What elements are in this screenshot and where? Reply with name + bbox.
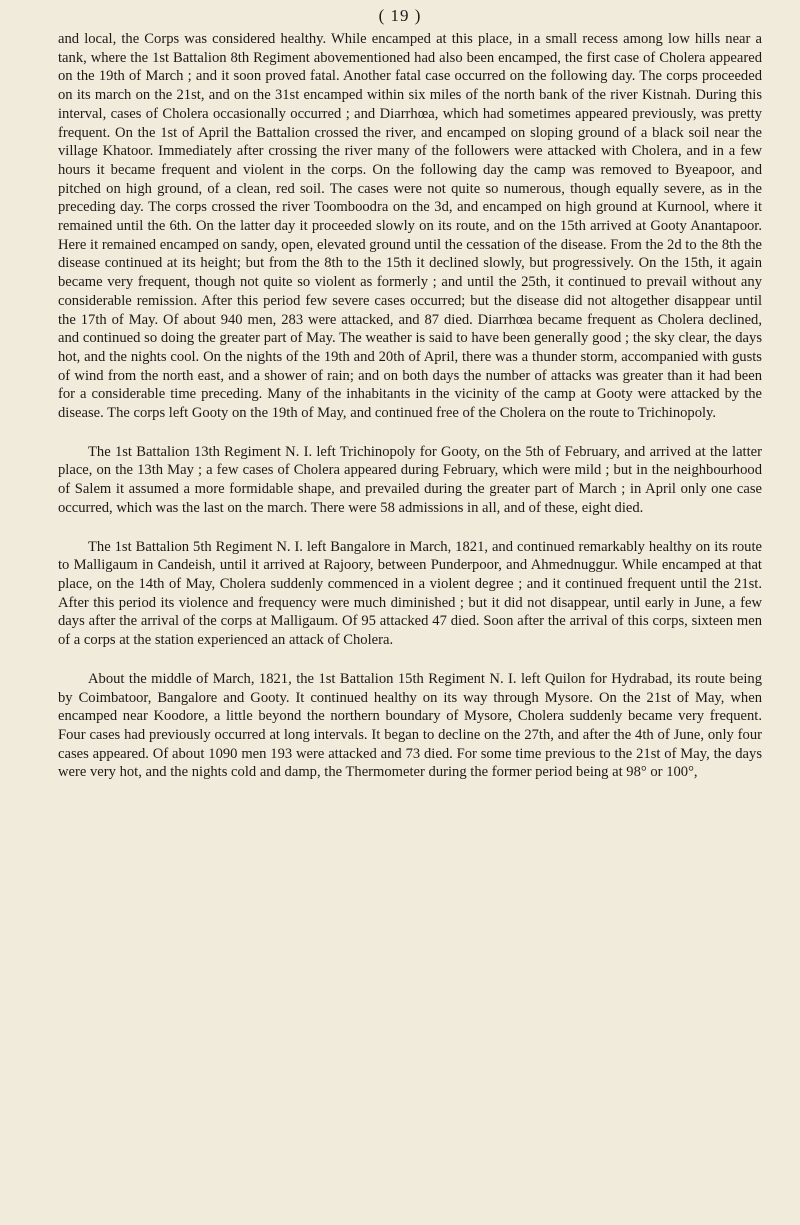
paragraph-gooty-cholera: and local, the Corps was considered healthy. While encamped at this place, in a small recess among low hills near a tank, where the 1st Battalion 8th Regiment abovementioned had also been encamped, the first case of Cholera appeared on the 19th of March ; and it soon proved fatal. Another fatal case occurred on the following day. The corps proceeded on its march on the 21st, and on the 31st encamped within six miles of the north bank of the river Kistnah. During this interval, cases of Cholera occasionally occurred ; and Diarrhœa, which had sometimes appeared previously, was pretty frequent. On the 1st of April the Battalion crossed the river, and encamped on sloping ground of a black soil near the village Khatoor. Immediately after crossing the river many of the followers were attacked with Cholera, and in a few hours it became frequent and violent in the corps. On the following day the camp was removed to Byeapoor, and pitched on high ground, of a clean, red soil. The cases were not quite so numerous, though equally severe, as in the preceding day. The corps crossed the river Toomboodra on the 3d, and encamped on high ground at Kurnool, where it remained until the 6th. On the latter day it proceeded slowly on its route, and on the 15th arrived at Gooty Anantapoor. Here it remained encamped on sandy, open, elevated ground until the cessation of the disease. From the 2d to the 8th the disease continued at its height; but from the 8th to the 15th it declined slowly, but progressively. On the 15th, it again became very frequent, though not quite so violent as formerly ; and until the 25th, it continued to prevail without any considerable remission. After this period few severe cases occurred; but the disease did not altogether disappear until the 17th of May. Of about 940 men, 283 were attacked, and 87 died. Diarrhœa became frequent as Cholera declined, and continued so doing the greater part of May. The weather is said to have been generally good ; the sky clear, the days hot, and the nights cool. On the nights of the 19th and 20th of April, there was a thunder storm, accompanied with gusts of wind from the north east, and a shower of rain; and on both days the number of attacks was greater than it had been for a considerable time preceding. Many of the inhabitants in the vicinity of the camp at Gooty were attacked by the disease. The corps left Gooty on the 19th of May, and continued free of the Cholera on the route to Trichinopoly. <box>58 31 762 422</box>
page-number: ( 19 ) <box>378 6 422 25</box>
body-text <box>58 30 762 782</box>
paragraph-5th-regiment: The 1st Battalion 5th Regiment N. I. left Bangalore in March, 1821, and continued remarkably healthy on its route to Malligaum in Candeish, until it arrived at Rajoory, between Punderpoor, and Ahmednuggur. While encamped at that place, on the 14th of May, Cholera suddenly commenced in a violent degree ; and it continued frequent until the 21st. After this period its violence and frequency were much diminished ; but it did not disappear, until early in June, a few days after the arrival of the corps at Malligaum. Of 95 attacked 47 died. Soon after the arrival of this corps, sixteen men of a corps at the station experienced an attack of Cholera. <box>58 538 762 649</box>
paragraph-13th-regiment: The 1st Battalion 13th Regiment N. I. left Trichinopoly for Gooty, on the 5th of February, and arrived at the latter place, on the 13th May ; a few cases of Cholera appeared during February, which were mild ; but in the neighbourhood of Salem it assumed a more formidable shape, and prevailed during the greater part of March ; in April only one case occurred, which was the last on the march. There were 58 admissions in all, and of these, eight died. <box>58 443 762 516</box>
paragraph-15th-regiment: About the middle of March, 1821, the 1st Battalion 15th Regiment N. I. left Quilon for Hydrabad, its route being by Coimbatoor, Bangalore and Gooty. It continued healthy on its way through Mysore. On the 21st of May, when encamped near Koodore, a little beyond the northern boundary of Mysore, Cholera suddenly became very frequent. Four cases had previously occurred at long intervals. It began to decline on the 27th, and after the 4th of June, only four cases appeared. Of about 1090 men 193 were attacked and 73 died. For some time previous to the 21st of May, the days were very hot, and the nights cold and damp, the Thermometer during the former period being at 98° or 100°, <box>58 670 762 781</box>
